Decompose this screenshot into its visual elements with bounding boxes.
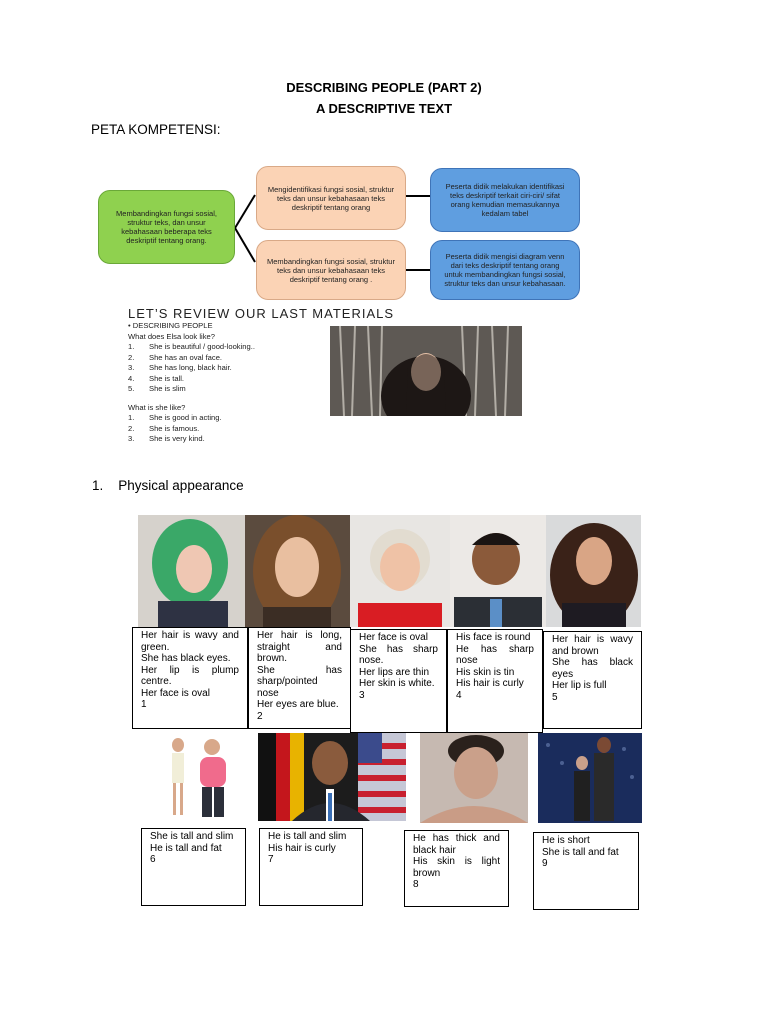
couple-photo xyxy=(538,733,642,823)
portrait-photo xyxy=(546,515,641,627)
list-item: 4. She is tall. xyxy=(128,373,185,383)
review-question-look: What does Elsa look like? xyxy=(128,331,215,341)
list-item: 2. She is famous. xyxy=(128,423,200,433)
section-heading: 1. Physical appearance xyxy=(92,478,244,493)
caption-box-5: Her hair is wavy and brown She has black eyes Her lip is full 5 xyxy=(543,631,642,729)
diagram-box-identify: Mengidentifikasi fungsi sosial, struktur teks dan unsur kebahasaan teks deskriptif tentang orang xyxy=(256,166,406,230)
review-question-like: What is she like? xyxy=(128,402,186,412)
list-item: 5. She is slim xyxy=(128,384,186,393)
diagram-box-compare: Membandingkan fungsi sosial, struktur teks dan unsur kebahasaan teks deskriptif tentang orang . xyxy=(256,240,406,300)
portrait-photo xyxy=(245,515,350,627)
diagram-box-compare-main: Membandingkan fungsi sosial, struktur teks, dan unsur kebahasaan beberapa teks deskriptif tentang orang. xyxy=(98,190,235,264)
caption-box-2: Her hair is long, straight and brown. She has sharp/pointed nose Her eyes are blue. 2 xyxy=(248,627,351,729)
peta-kompetensi-label: PETA KOMPETENSI: xyxy=(91,122,221,137)
caption-box-3: Her face is oval She has sharp nose. Her lips are thin Her skin is white. 3 xyxy=(350,629,447,733)
caption-box-6: She is tall and slim He is tall and fat 6 xyxy=(141,828,246,906)
review-title: LET’S REVIEW OUR LAST MATERIALS xyxy=(128,306,395,321)
list-item: 3. She is very kind. xyxy=(128,434,205,443)
portrait-photo xyxy=(258,733,406,821)
list-item: 1. She is beautiful / good-looking.. xyxy=(128,342,255,351)
couple-photo xyxy=(158,733,236,821)
list-item: 2. She has an oval face. xyxy=(128,352,223,362)
caption-box-9: He is short She is tall and fat 9 xyxy=(533,832,639,910)
portrait-photo xyxy=(420,733,528,823)
document-title: DESCRIBING PEOPLE (PART 2) xyxy=(286,80,482,95)
portrait-photo xyxy=(450,515,546,627)
caption-box-1: Her hair is wavy and green. She has black eyes. Her lip is plump centre. Her face is oval 1 xyxy=(132,627,248,729)
diagram-box-venn-activity: Peserta didik mengisi diagram venn dari teks deskriptif tentang orang untuk membandingkan fungsi sosial, struktur teks dan unsur kebahasaan. xyxy=(430,240,580,300)
caption-box-7: He is tall and slim His hair is curly 7 xyxy=(259,828,363,906)
list-item: 3. She has long, black hair. xyxy=(128,363,232,372)
diagram-box-identify-activity: Peserta didik melakukan identifikasi teks deskriptif terkait ciri-ciri/ sifat orang kemudian memasukannya kedalam tabel xyxy=(430,168,580,232)
portrait-photo xyxy=(138,515,245,627)
review-bullet: • DESCRIBING PEOPLE xyxy=(128,321,213,330)
document-subtitle: A DESCRIPTIVE TEXT xyxy=(315,101,453,116)
review-photo xyxy=(330,326,522,416)
review-list xyxy=(128,321,328,445)
portrait-photo xyxy=(350,515,450,627)
list-item: 1. She is good in acting. xyxy=(128,413,222,422)
caption-box-4: His face is round He has sharp nose His skin is tin His hair is curly 4 xyxy=(447,629,543,733)
caption-box-8: He has thick and black hair His skin is light brown 8 xyxy=(404,830,509,907)
